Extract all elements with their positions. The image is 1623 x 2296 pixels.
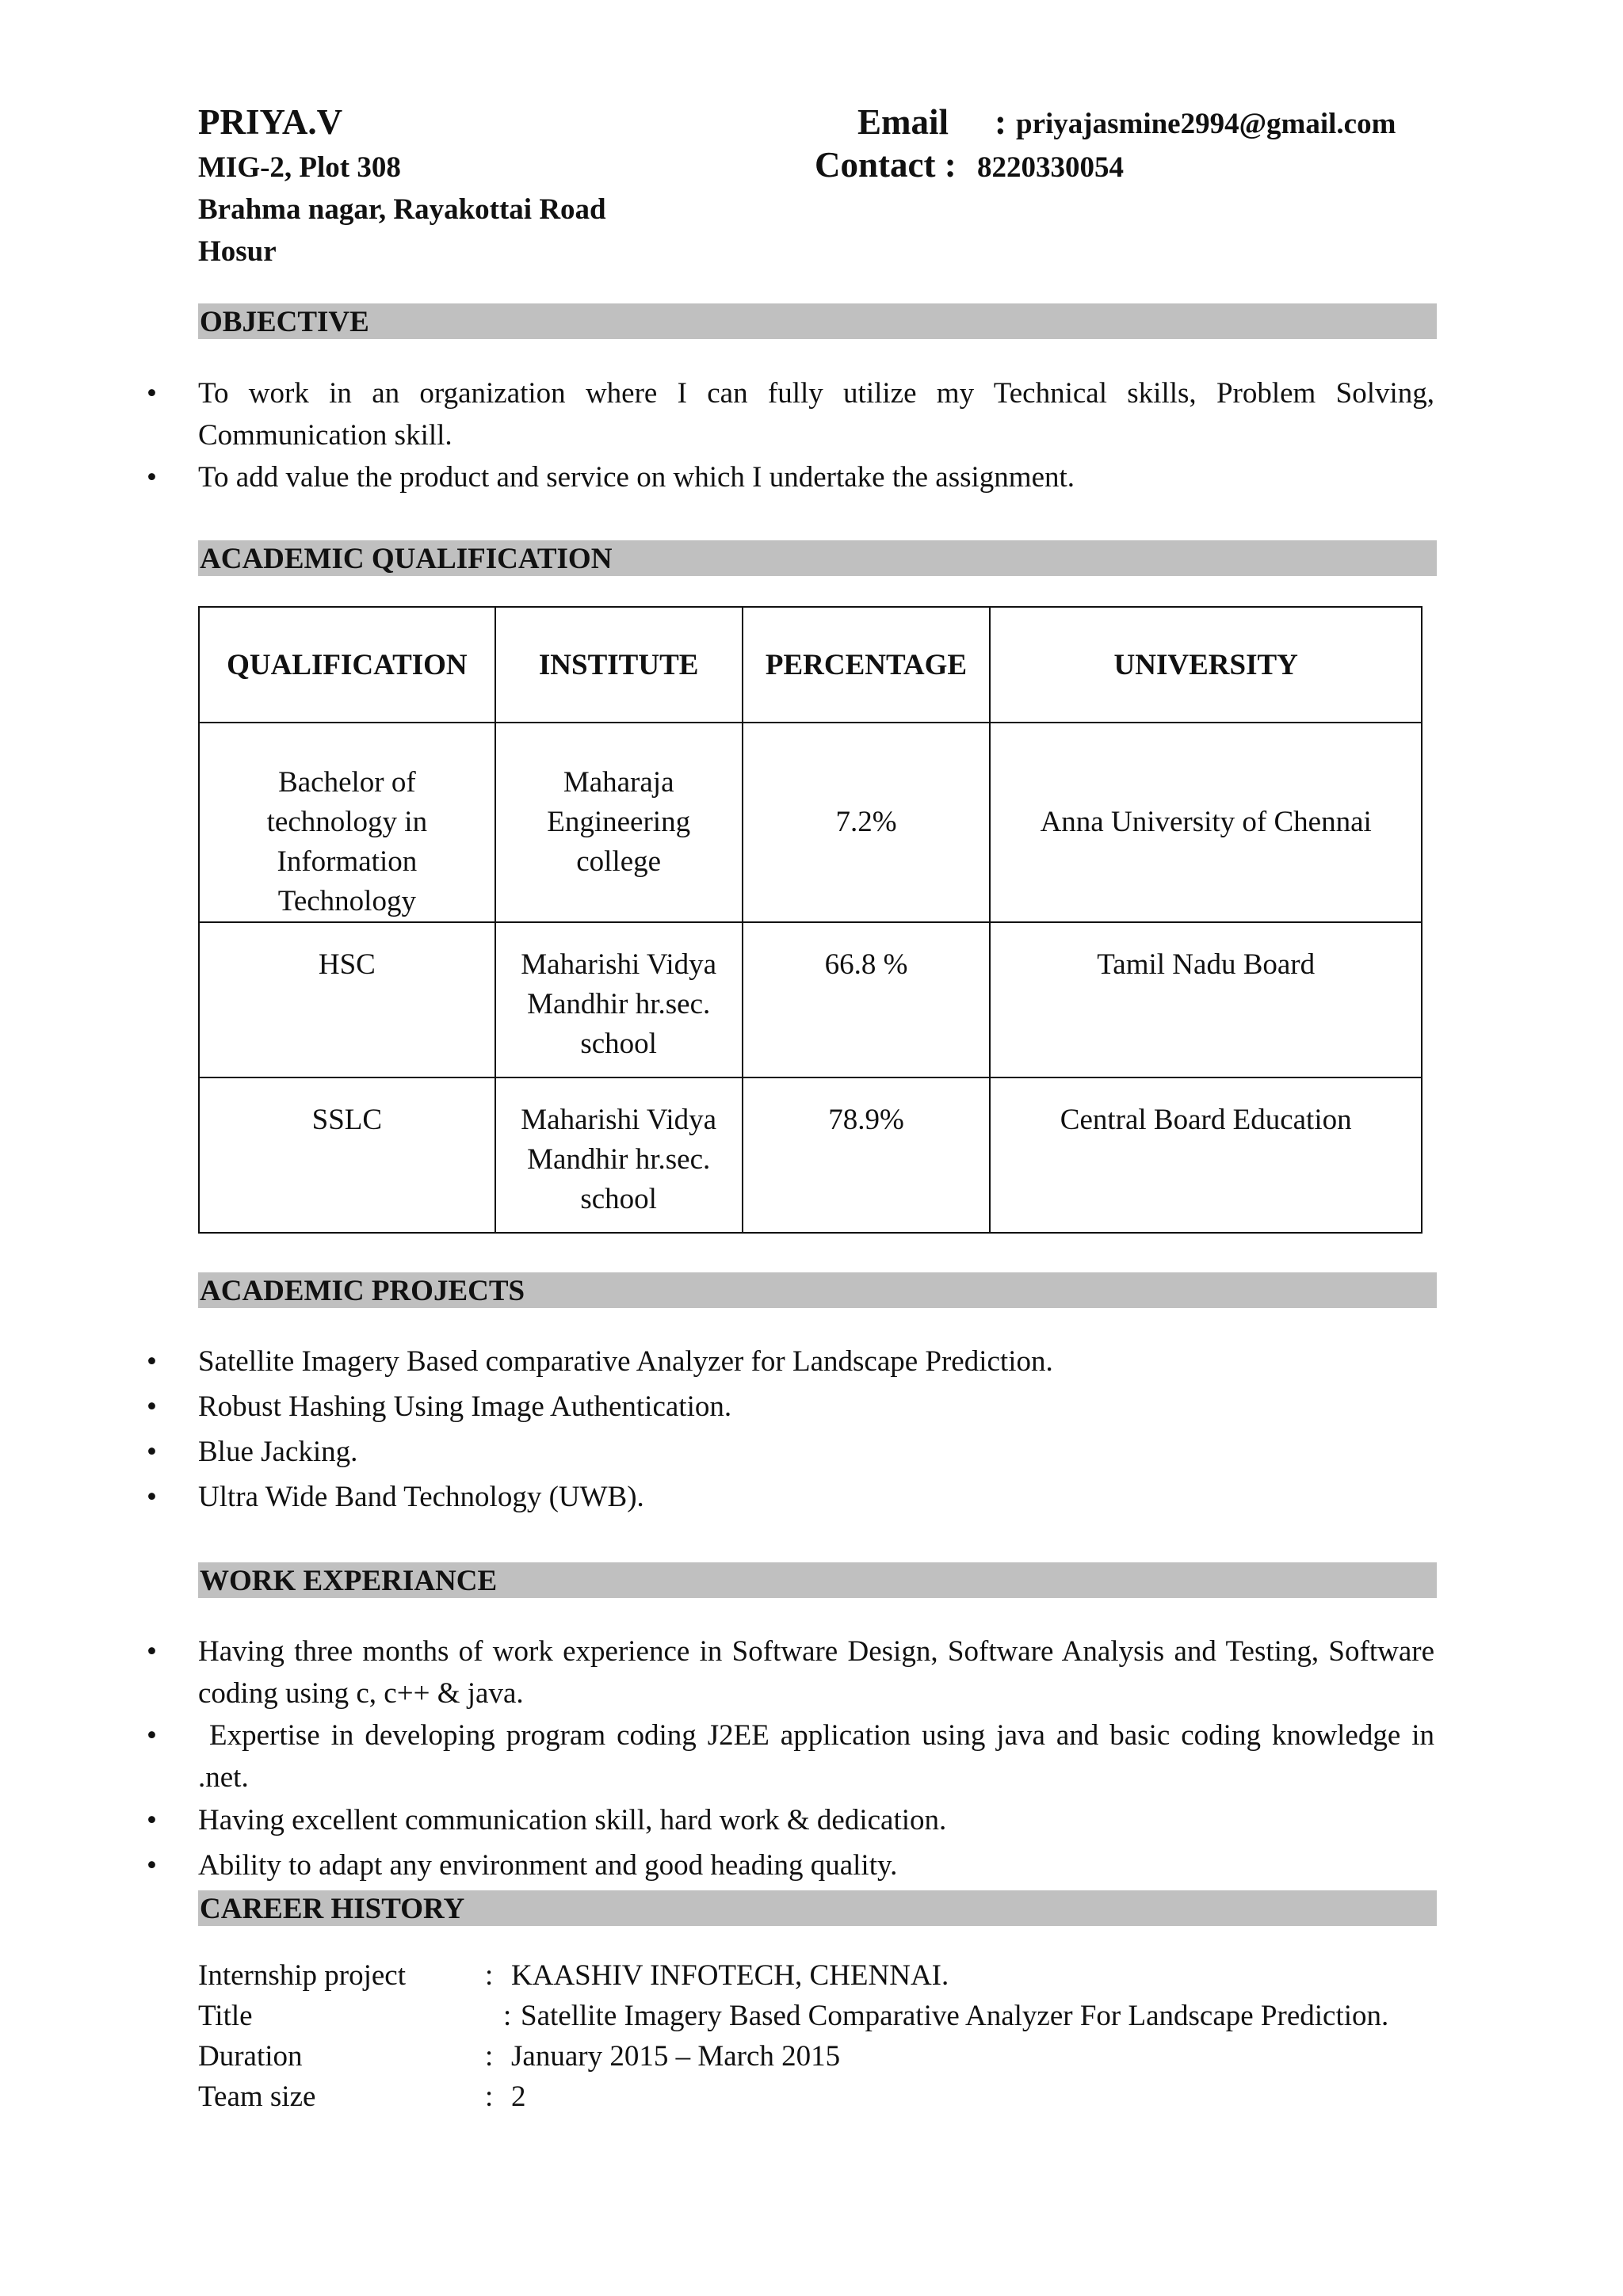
section-career-history: CAREER HISTORY	[198, 1890, 1437, 1926]
table-cell-institute: Maharishi Vidya Mandhir hr.sec. school	[495, 1077, 743, 1233]
qualification-table	[198, 606, 1423, 1234]
career-value-internship: KAASHIV INFOTECH, CHENNAI.	[511, 1959, 949, 1992]
table-cell-university: Anna University of Chennai	[990, 723, 1422, 922]
table-cell-university: Tamil Nadu Board	[990, 922, 1422, 1077]
section-academic-projects: ACADEMIC PROJECTS	[198, 1272, 1437, 1308]
project-item: Blue Jacking.	[198, 1436, 358, 1468]
table-cell-percentage: 7.2%	[743, 723, 991, 922]
work-item: Having three months of work experience in Software Design, Software Analysis and Testing, Software coding using c, c++ & java.	[198, 1635, 1434, 1710]
contact-value: 8220330054	[977, 151, 1124, 184]
address-line-3: Hosur	[198, 235, 277, 268]
bullet-icon: •	[147, 1719, 157, 1752]
table-cell-qualification: Bachelor of technology in Information Technology	[199, 723, 495, 922]
project-item: Satellite Imagery Based comparative Analyzer for Landscape Prediction.	[198, 1345, 1053, 1378]
table-cell-university: Central Board Education	[990, 1077, 1422, 1233]
table-cell-percentage: 78.9%	[743, 1077, 991, 1233]
career-colon: :	[485, 1959, 494, 1992]
career-value-duration: January 2015 – March 2015	[511, 2040, 841, 2073]
table-row	[199, 723, 1422, 922]
project-item: Ultra Wide Band Technology (UWB).	[198, 1481, 644, 1513]
bullet-icon: •	[147, 1481, 157, 1513]
column-header-qualification: QUALIFICATION	[199, 607, 495, 723]
section-objective: OBJECTIVE	[198, 303, 1437, 339]
email-colon: :	[995, 102, 1006, 142]
contact-label: Contact :	[815, 145, 957, 185]
career-label-title: Title	[198, 2000, 253, 2032]
objective-item: To add value the product and service on which I undertake the assignment.	[198, 461, 1075, 494]
career-label-internship: Internship project	[198, 1959, 406, 1992]
bullet-icon: •	[147, 1345, 157, 1378]
career-value-title: Satellite Imagery Based Comparative Analyzer For Landscape Prediction.	[521, 2000, 1389, 2032]
bullet-icon: •	[147, 1804, 157, 1836]
career-value-team-size: 2	[511, 2081, 526, 2113]
table-cell-percentage: 66.8 %	[743, 922, 991, 1077]
bullet-icon: •	[147, 1849, 157, 1882]
table-cell-qualification: SSLC	[199, 1077, 495, 1233]
table-cell-institute: Maharishi Vidya Mandhir hr.sec. school	[495, 922, 743, 1077]
column-header-university: UNIVERSITY	[990, 607, 1422, 723]
table-header-row	[199, 607, 1422, 723]
bullet-icon: •	[147, 1390, 157, 1423]
table-row	[199, 1077, 1422, 1233]
address-line-1: MIG-2, Plot 308	[198, 151, 401, 184]
email-label: Email	[857, 102, 949, 142]
work-item: Expertise in developing program coding J2EE application using java and basic coding knowledge in .net.	[198, 1719, 1442, 1794]
bullet-icon: •	[147, 1436, 157, 1468]
table-cell-qualification: HSC	[199, 922, 495, 1077]
project-item: Robust Hashing Using Image Authentication.	[198, 1390, 732, 1423]
career-colon: :	[485, 2081, 494, 2113]
bullet-icon: •	[147, 1635, 157, 1668]
section-work-experience: WORK EXPERIANCE	[198, 1562, 1437, 1598]
address-line-2: Brahma nagar, Rayakottai Road	[198, 193, 606, 226]
career-colon: :	[485, 2040, 494, 2073]
career-label-duration: Duration	[198, 2040, 303, 2073]
career-colon: :	[503, 2000, 512, 2032]
table-cell-institute: Maharaja Engineering college	[495, 723, 743, 922]
table-row	[199, 922, 1422, 1077]
bullet-icon: •	[147, 461, 157, 494]
bullet-icon: •	[147, 377, 157, 410]
candidate-name: PRIYA.V	[198, 102, 343, 142]
column-header-institute: INSTITUTE	[495, 607, 743, 723]
column-header-percentage: PERCENTAGE	[743, 607, 991, 723]
section-academic-qualification: ACADEMIC QUALIFICATION	[198, 540, 1437, 576]
work-item: Ability to adapt any environment and good heading quality.	[198, 1849, 898, 1882]
objective-item: To work in an organization where I can fully utilize my Technical skills, Problem Solving, Communication skill.	[198, 377, 1434, 452]
email-value: priyajasmine2994@gmail.com	[1016, 108, 1396, 140]
career-label-team-size: Team size	[198, 2081, 316, 2113]
work-item: Having excellent communication skill, hard work & dedication.	[198, 1804, 947, 1836]
